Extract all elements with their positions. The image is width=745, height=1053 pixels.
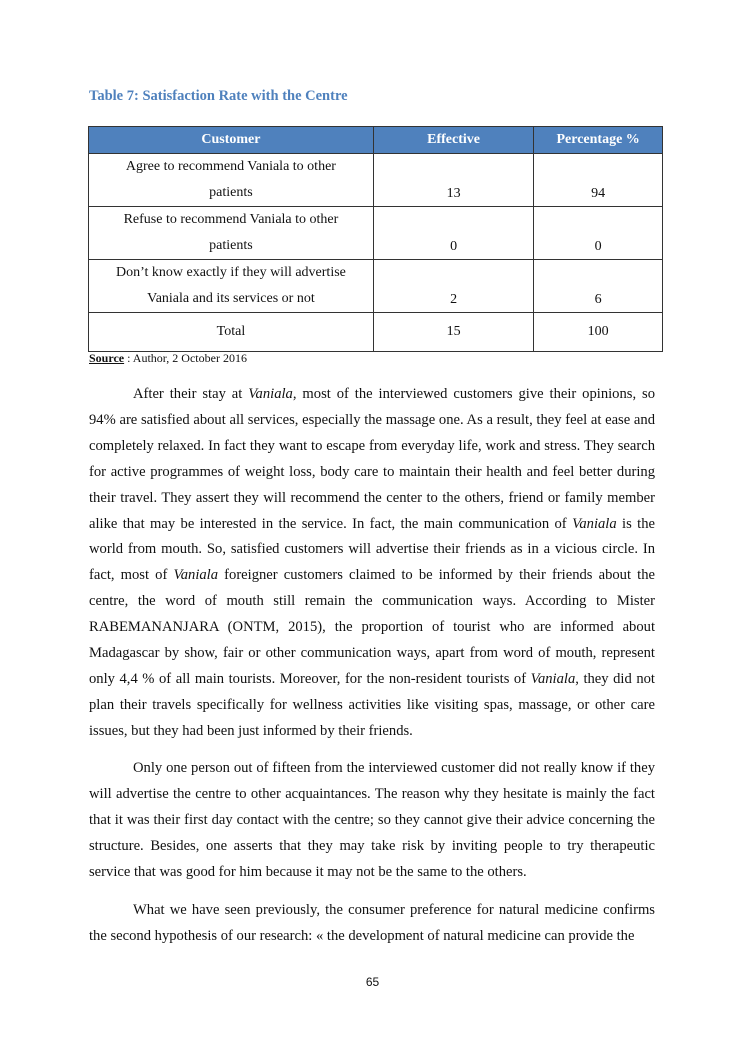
italic-vaniala: Vaniala [530,670,576,687]
text-run: , they did not plan their travels specifically for wellness activities like visiting spas, massage, or other care issues, but they had been just informed by their friends. [89,670,655,739]
cell-total-effective: 15 [373,313,533,352]
page-number: 65 [365,975,380,989]
cell-customer-line2: patients [209,185,253,200]
body-paragraph-2 [89,756,655,886]
text-run: foreigner customers claimed to be informed by their friends about the centre, the word of mouth still remain the communication ways. According to Mister RABEMANANJARA (ONTM, 2015), the proportion of tourist who are informed about Madagascar by show, fair or other communication ways, apart from word of mouth, represent only 4,4 % of all main tourists. Moreover, for the non-resident tourists of [89,567,655,687]
cell-effective: 0 [373,207,533,260]
cell-percentage: 6 [534,260,663,313]
cell-customer [89,207,374,260]
header-percentage: Percentage % [534,127,663,154]
text-run: is the world from mouth. So, satisfied customers will advertise their friends as in a vicious circle. In fact, most of [89,515,655,584]
table-row [89,207,663,260]
cell-percentage: 0 [534,207,663,260]
header-effective: Effective [373,127,533,154]
table-total-row [89,313,663,352]
header-customer: Customer [89,127,374,154]
cell-customer [89,154,374,207]
body-paragraph-1 [89,382,655,745]
body-paragraph-3 [89,898,655,950]
table-caption: Table 7: Satisfaction Rate with the Centre [89,88,348,104]
italic-vaniala: Vaniala [572,515,617,532]
italic-vaniala: Vaniala [248,386,293,402]
table-header-row [89,127,663,154]
cell-customer-line2: Vaniala and its services or not [147,291,315,306]
table-row [89,154,663,207]
cell-effective: 2 [373,260,533,313]
cell-percentage: 94 [534,154,663,207]
text-run: , most of the interviewed customers give their opinions, so 94% are satisfied about all services, especially the massage one. As a result, they feel at ease and completely relaxed. In fact they want to escape from everyday life, work and stress. They search for active programmes of weight loss, body care to maintain their health and feel better during their travel. They assert they will recommend the center to the others, friend or family member alike that may be interested in the service. In fact, the main communication of [89,386,655,532]
cell-customer-line2: patients [209,238,253,253]
italic-vaniala: Vaniala [173,567,219,584]
source-text: : Author, 2 October 2016 [124,351,247,365]
cell-total-percentage: 100 [534,313,663,352]
cell-customer-line1: Don’t know exactly if they will advertise [115,265,346,280]
satisfaction-table [88,126,663,352]
source-note [89,351,247,366]
text-run: Only one person out of fifteen from the interviewed customer did not really know if they will advertise the centre to other acquaintances. The reason why they hesitate is mainly the fact that it was their first day contact with the centre; so they cannot give their advice concerning the structure. Besides, one asserts that they may take risk by inviting people to try therapeutic service that was good for him because it may not be the same to the others. [89,760,655,880]
cell-customer [89,260,374,313]
cell-customer-line1: Refuse to recommend Vaniala to other [123,212,339,227]
text-run: After their stay at [133,386,249,402]
cell-total-label: Total [89,313,374,352]
cell-effective: 13 [373,154,533,207]
table-row [89,260,663,313]
cell-customer-line1: Agree to recommend Vaniala to other [125,159,336,174]
source-label: Source [89,351,125,365]
text-run: What we have seen previously, the consumer preference for natural medicine confirms the second hypothesis of our research: « the development of natural medicine can provide the [89,902,655,944]
